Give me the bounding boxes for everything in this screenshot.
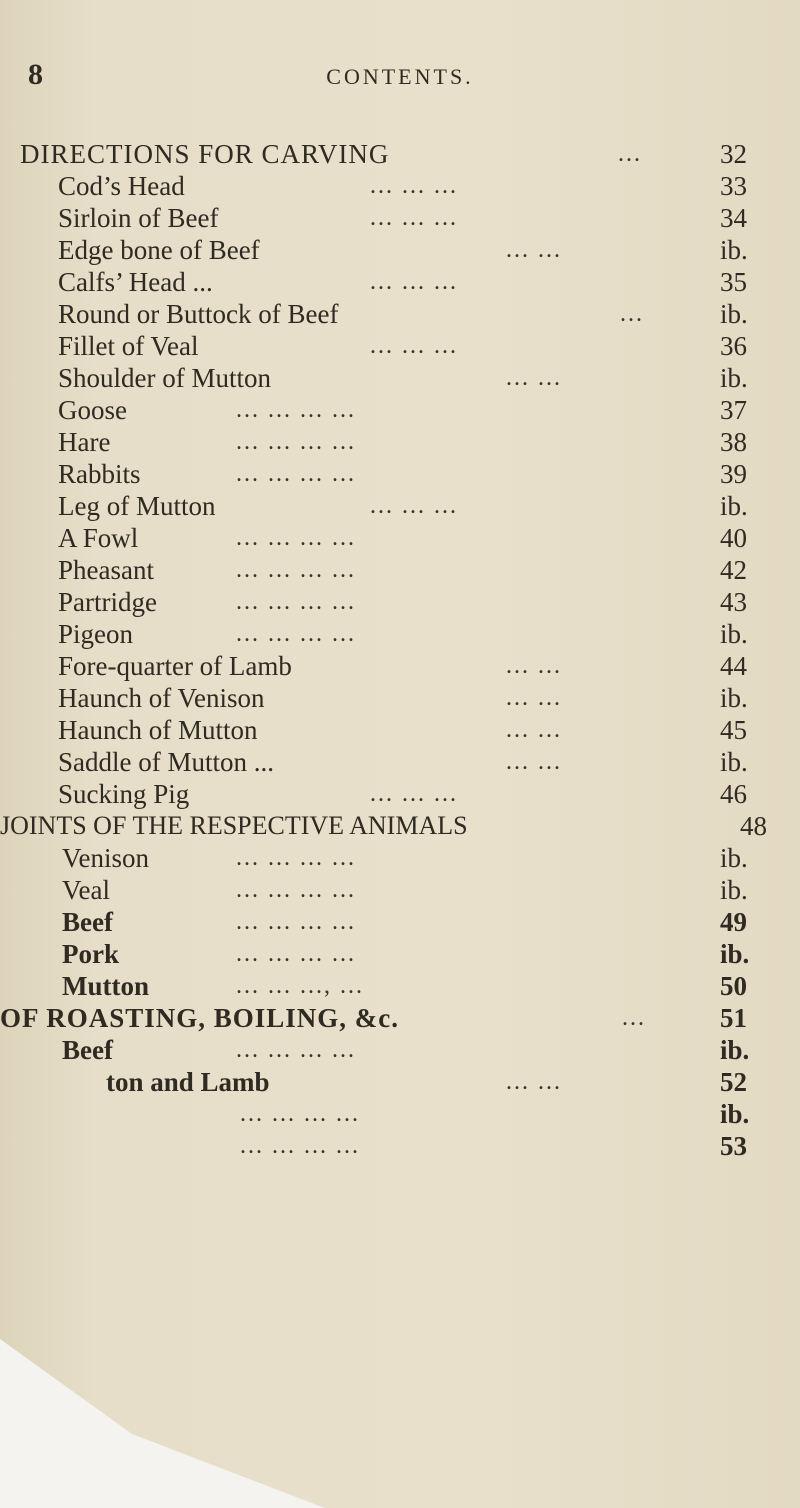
entry-page: ib.: [720, 1099, 750, 1129]
entry-label: Pigeon: [58, 619, 134, 649]
toc-entry: [58, 746, 800, 778]
entry-label: A Fowl: [58, 523, 139, 553]
entry-label: OF ROASTING, BOILING, &c.: [0, 1003, 400, 1033]
toc-entry: [58, 330, 800, 362]
entry-page: 53: [720, 1131, 747, 1161]
toc-entry: [62, 970, 800, 1002]
toc-entry: [58, 778, 800, 810]
entry-page: 49: [720, 907, 747, 937]
entry-page: 50: [720, 971, 747, 1001]
entry-page: 38: [720, 427, 747, 457]
toc-entry: [58, 234, 800, 266]
toc-entry-of-roasting-boiling: [0, 1002, 800, 1034]
entry-page: 33: [720, 171, 747, 201]
toc-entry: [58, 394, 800, 426]
entry-page: 52: [720, 1067, 747, 1097]
entry-page: 35: [720, 267, 747, 297]
entry-page: ib.: [720, 363, 748, 393]
leader-dots: ... ...: [506, 653, 562, 679]
toc-entry: [58, 682, 800, 714]
leader-dots: ... ... ... ...: [236, 845, 356, 871]
entry-page: ib.: [720, 683, 748, 713]
leader-dots: ... ... ...: [370, 173, 458, 199]
toc-entry: [58, 170, 800, 202]
entry-page: 45: [720, 715, 747, 745]
leader-dots: ... ...: [506, 237, 562, 263]
entry-page: 40: [720, 523, 747, 553]
leader-dots: ... ... ...: [370, 781, 458, 807]
toc-entry: [58, 426, 800, 458]
entry-page: 46: [720, 779, 747, 809]
toc-entry: [58, 554, 800, 586]
entry-label: Partridge: [58, 587, 157, 617]
leader-dots: ... ...: [506, 749, 562, 775]
entry-label: Beef: [62, 907, 113, 937]
toc-entry: [58, 618, 800, 650]
leader-dots: ... ... ...: [370, 269, 458, 295]
toc-entry: [58, 490, 800, 522]
leader-dots: ... ... ... ...: [236, 461, 356, 487]
entry-page: ib.: [720, 235, 748, 265]
entry-label: Fillet of Veal: [58, 331, 199, 361]
entry-page: 34: [720, 203, 747, 233]
entry-label: Saddle of Mutton ...: [58, 747, 274, 777]
toc-entry: [120, 1130, 800, 1162]
toc-entry: [58, 266, 800, 298]
toc-entry: [62, 938, 800, 970]
entry-page: ib.: [720, 619, 748, 649]
entry-page: ib.: [720, 491, 748, 521]
toc-entry: [106, 1066, 800, 1098]
page-number: 8: [28, 58, 43, 91]
running-title: CONTENTS.: [326, 64, 474, 89]
leader-dots: ...: [620, 301, 644, 327]
toc-entry: [58, 650, 800, 682]
leader-dots: ...: [618, 141, 642, 167]
entry-label: Veal: [62, 875, 110, 905]
entry-label: Haunch of Mutton: [58, 715, 258, 745]
leader-dots: ... ... ...: [370, 493, 458, 519]
leader-dots: ... ... ... ...: [240, 1133, 360, 1159]
entry-label: Goose: [58, 395, 127, 425]
toc-entry: [58, 714, 800, 746]
leader-dots: ... ... ... ...: [236, 397, 356, 423]
toc-entry: [62, 1034, 800, 1066]
entry-page: ib.: [720, 1035, 750, 1065]
entry-page: ib.: [720, 299, 748, 329]
toc-entry: [62, 906, 800, 938]
entry-label: Cod’s Head: [58, 171, 185, 201]
entry-label: DIRECTIONS FOR CARVING: [20, 139, 390, 169]
entry-page: 37: [720, 395, 747, 425]
leader-dots: ... ... ...: [370, 333, 458, 359]
entry-page: ib.: [720, 939, 750, 969]
entry-page: 44: [720, 651, 747, 681]
toc-entry: [58, 202, 800, 234]
entry-page: ib.: [720, 875, 748, 905]
toc-entry: [120, 1098, 800, 1130]
entry-page: 32: [720, 139, 747, 169]
leader-dots: ... ... ... ...: [236, 909, 356, 935]
leader-dots: ... ... ... ...: [236, 1037, 356, 1063]
entry-page: ib.: [720, 747, 748, 777]
entry-label: Edge bone of Beef: [58, 235, 260, 265]
entry-label: Venison: [62, 843, 149, 873]
entry-page: 36: [720, 331, 747, 361]
entry-label: Round or Buttock of Beef: [58, 299, 339, 329]
leader-dots: ... ... ... ...: [236, 525, 356, 551]
entry-label: Fore-quarter of Lamb: [58, 651, 292, 681]
toc-entry: [58, 586, 800, 618]
entry-page: ib.: [720, 843, 748, 873]
entry-page: 51: [720, 1003, 747, 1033]
entry-label: Pork: [62, 939, 119, 969]
entry-label: Pheasant: [58, 555, 154, 585]
entry-label: Calfs’ Head ...: [58, 267, 213, 297]
toc-entry: [58, 362, 800, 394]
leader-dots: ... ...: [506, 365, 562, 391]
toc-entry: [58, 522, 800, 554]
toc-entry: [62, 842, 800, 874]
leader-dots: ... ... ... ...: [236, 877, 356, 903]
entry-label: Beef: [62, 1035, 113, 1065]
entry-page: 39: [720, 459, 747, 489]
entry-page: 42: [720, 555, 747, 585]
leader-dots: ... ... ... ...: [236, 557, 356, 583]
leader-dots: ... ... ..., ...: [236, 973, 364, 999]
leader-dots: ... ... ... ...: [236, 621, 356, 647]
leader-dots: ... ...: [506, 685, 562, 711]
entry-label: Haunch of Venison: [58, 683, 265, 713]
toc-entry: [58, 458, 800, 490]
leader-dots: ... ... ... ...: [236, 941, 356, 967]
entry-label: Mutton: [62, 971, 149, 1001]
leader-dots: ... ... ... ...: [240, 1101, 360, 1127]
toc-entry-joints-of-the-respective-animals: [0, 810, 800, 842]
leader-dots: ... ...: [506, 1069, 562, 1095]
entry-label: Hare: [58, 427, 111, 457]
leader-dots: ... ... ...: [370, 205, 458, 231]
entry-label: Leg of Mutton: [58, 491, 216, 521]
entry-label: JOINTS OF THE RESPECTIVE ANIMALS: [0, 811, 468, 840]
toc-entry: [62, 874, 800, 906]
leader-dots: ... ... ... ...: [236, 429, 356, 455]
entry-page: 43: [720, 587, 747, 617]
entry-page: 48: [740, 811, 767, 841]
leader-dots: ...: [622, 1005, 646, 1031]
entry-label: Sirloin of Beef: [58, 203, 219, 233]
leader-dots: ... ...: [506, 717, 562, 743]
entry-label: Rabbits: [58, 459, 141, 489]
entry-label: Shoulder of Mutton: [58, 363, 271, 393]
toc-entry: [58, 298, 800, 330]
entry-label: ton and Lamb: [106, 1067, 270, 1097]
toc-entry-directions-for-carving: [20, 138, 800, 170]
leader-dots: ... ... ... ...: [236, 589, 356, 615]
entry-label: Sucking Pig: [58, 779, 190, 809]
